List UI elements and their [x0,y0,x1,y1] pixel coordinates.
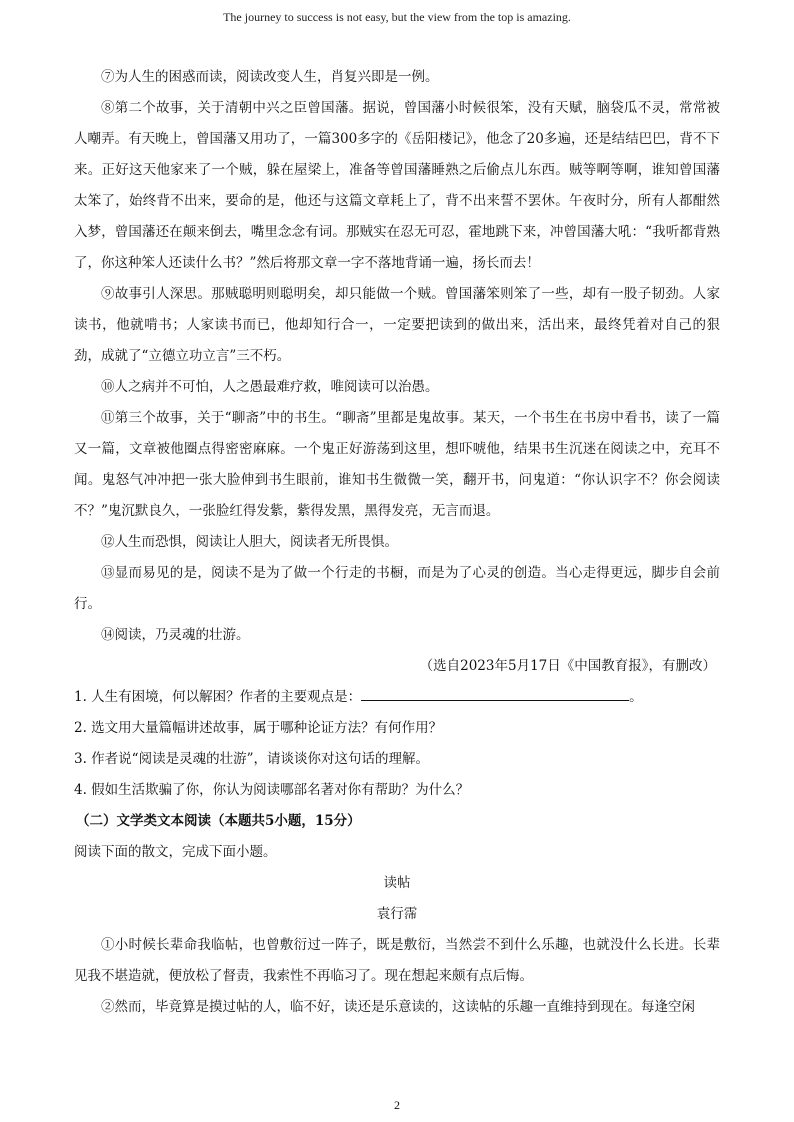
paragraph-12: ⑫人生而恐惧，阅读让人胆大，阅读者无所畏惧。 [101,534,398,550]
question-3: 3. 作者说“阅读是灵魂的壮游”，请谈谈你对这句话的理解。 [74,751,429,767]
essay-paragraph-2: ②然而，毕竟算是摸过帖的人，临不好，读还是乐意读的，这读帖的乐趣一直维持到现在。每逢空闲 [101,999,695,1015]
essay-title: 读帖 [383,875,411,891]
essay-paragraph-1: ①小时候长辈命我临帖，也曾敷衍过一阵子，既是敷衍，当然尝不到什么乐趣，也就没什么长进。长辈见我不堪造就，便放松了督责，我索性不再临习了。现在想起来颇有点后悔。 [74,937,720,984]
question-1 [74,682,720,713]
source-citation: （选自2023年5月17日《中国教育报》，有删改） [419,658,716,674]
paragraph-14: ⑭阅读，乃灵魂的壮游。 [101,627,250,643]
essay-author: 袁行霈 [376,906,418,922]
page-header-motto: The journey to success is not easy, but the view from the top is amazing. [223,10,571,24]
paragraph-7: ⑦为人生的困惑而读，阅读改变人生，肖复兴即是一例。 [101,69,439,85]
paragraph-13: ⑬显而易见的是，阅读不是为了做一个行走的书橱，而是为了心灵的创造。当心走得更远，脚步自会前行。 [74,565,720,612]
question-1-text: 1. 人生有困境，何以解困？作者的主要观点是： [74,689,362,705]
question-1-end: 。 [629,689,643,705]
question-2: 2. 选文用大量篇幅讲述故事，属于哪种论证方法？有何作用？ [74,720,443,736]
paragraph-11: ⑪第三个故事，关于“聊斋”中的书生。“聊斋”里都是鬼故事。某天，一个书生在书房中看书，读了一篇又一篇，文章被他圈点得密密麻麻。一个鬼正好游荡到这里，想吓唬他，结果书生沉迷在阅读之中，充耳不闻。鬼怒气冲冲把一张大脸伸到书生眼前，谁知书生微微一笑，翻开书，问鬼道：“你认识字不？你会阅读不？”鬼沉默良久，一张脸红得发紫，紫得发黑，黑得发亮，无言而退。 [74,410,720,519]
paragraph-8: ⑧第二个故事，关于清朝中兴之臣曾国藩。据说，曾国藩小时候很笨，没有天赋，脑袋瓜不灵，常常被人嘲弄。有天晚上，曾国藩又用功了，一篇300多字的《岳阳楼记》，他念了20多遍，还是结结巴巴，背不下来。正好这天他家来了一个贼，躲在屋梁上，准备等曾国藩睡熟之后偷点儿东西。贼等啊等啊，谁知曾国藩太笨了，始终背不出来，要命的是，他还与这篇文章耗上了，背不出来誓不罢休。午夜时分，所有人都酣然入梦，曾国藩还在颠来倒去，嘴里念念有词。那贼实在忍无可忍，霍地跳下来，冲曾国藩大吼：“我听都背熟了，你这种笨人还读什么书？”然后将那文章一字不落地背诵一遍，扬长而去！ [74,100,720,271]
paragraph-9: ⑨故事引人深思。那贼聪明则聪明矣，却只能做一个贼。曾国藩笨则笨了一些，却有一股子韧劲。人家读书，他就啃书；人家读书而已，他却知行合一，一定要把读到的做出来，活出来，最终凭着对自己的狠劲，成就了“立德立功立言”三不朽。 [74,286,720,364]
section-instruction: 阅读下面的散文，完成下面小题。 [74,844,277,860]
section-heading: （二）文学类文本阅读（本题共5小题，15分） [76,813,361,829]
question-4: 4. 假如生活欺骗了你，你认为阅读哪部名著对你有帮助？为什么？ [74,782,470,798]
paragraph-10: ⑩人之病并不可怕，人之愚最难疗救，唯阅读可以治愚。 [101,379,439,395]
page-content [74,62,720,1023]
page-number: 2 [394,1098,400,1112]
answer-blank[interactable] [361,682,629,701]
